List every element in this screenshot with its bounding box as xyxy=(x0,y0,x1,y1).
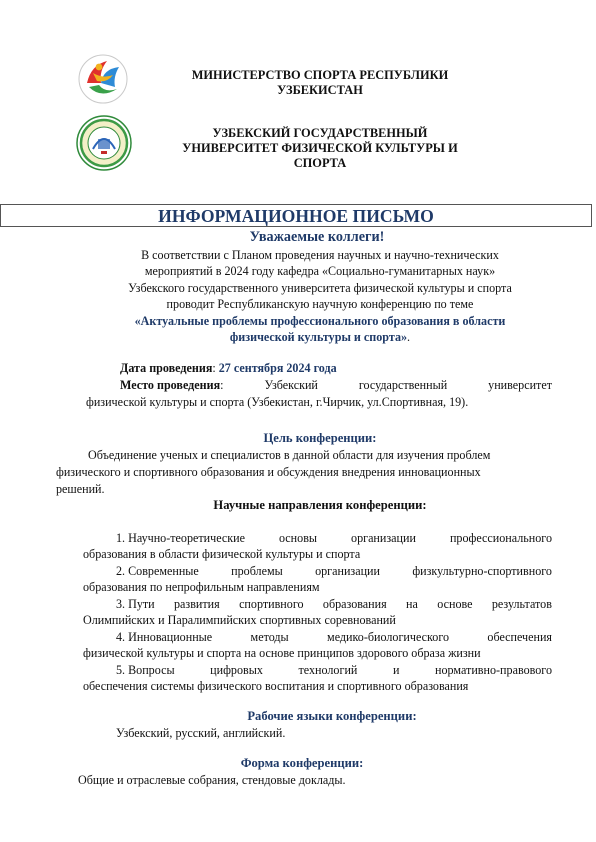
goal-line-2: физического и спортивного образования и обсуждения внедрения инновационных xyxy=(56,465,481,479)
place-line-2: физической культуры и спорта (Узбекистан, г.Чирчик, ул.Спортивная, 19). xyxy=(86,395,469,409)
direction-word: физкультурно-спортивного xyxy=(412,564,552,578)
greeting: Уважаемые коллеги! xyxy=(249,229,385,245)
direction-2-line-2: образования по непрофильным направлениям xyxy=(83,580,320,594)
date-separator: : xyxy=(212,361,219,375)
place-line-1 xyxy=(120,377,552,393)
direction-word: развития xyxy=(174,597,220,611)
directions-heading: Научные направления конференции: xyxy=(213,498,427,512)
place-label: Место проведения xyxy=(120,378,221,392)
intro-paragraph xyxy=(60,247,580,345)
direction-word: спортивного xyxy=(239,597,304,611)
languages-heading: Рабочие языки конференции: xyxy=(247,709,417,723)
topic-period: . xyxy=(407,330,411,345)
ministry-logo xyxy=(77,53,129,105)
languages-value: Узбекский, русский, английский. xyxy=(116,726,286,740)
intro-line: В соответствии с Планом проведения научных и научно-технических xyxy=(141,248,499,262)
format-value: Общие и отраслевые собрания, стендовые доклады. xyxy=(78,773,346,787)
date-line xyxy=(120,360,337,376)
university-line-3: СПОРТА xyxy=(293,156,347,170)
university-logo xyxy=(76,115,132,171)
direction-5-line-2: обеспечения системы физического воспитания и спортивного образования xyxy=(83,679,469,693)
direction-word: основы xyxy=(278,531,318,545)
direction-word: проблемы xyxy=(231,564,283,578)
place-word: Узбекский xyxy=(264,378,318,392)
goal-line-3: решений. xyxy=(56,482,105,496)
direction-word: медико-биологического xyxy=(327,630,450,644)
direction-word: и xyxy=(392,663,400,677)
intro-line: Узбекского государственного университета физической культуры и спорта xyxy=(128,280,512,295)
direction-word: 2. Современные xyxy=(116,564,199,578)
direction-4-line-1 xyxy=(116,629,552,645)
direction-word: 3. Пути xyxy=(116,597,155,611)
date-value: 27 сентября 2024 года xyxy=(218,361,337,375)
direction-3-line-1 xyxy=(116,596,552,612)
conference-topic-line-1: «Актуальные проблемы профессионального образования в области xyxy=(134,313,506,328)
direction-word: 1. Научно-теоретические xyxy=(116,531,245,545)
direction-word: методы xyxy=(250,630,289,644)
direction-2-line-1 xyxy=(116,563,552,579)
place-word: университет xyxy=(488,378,552,392)
direction-word: 4. Инновационные xyxy=(116,630,213,644)
direction-word: основе xyxy=(437,597,473,611)
direction-word: на xyxy=(406,597,418,611)
letter-title: ИНФОРМАЦИОННОЕ ПИСЬМО xyxy=(158,206,434,226)
university-name xyxy=(135,126,505,171)
format-heading: Форма конференции: xyxy=(240,756,364,770)
direction-word: цифровых xyxy=(210,663,263,677)
goal-heading: Цель конференции: xyxy=(263,431,377,445)
place-word: государственный xyxy=(358,378,448,392)
direction-word: нормативно-правового xyxy=(435,663,552,677)
direction-1-line-1 xyxy=(116,530,552,546)
date-label: Дата проведения xyxy=(120,361,213,375)
direction-1-line-2: образования в области физической культуры и спорта xyxy=(83,547,361,561)
ministry-line-2: УЗБЕКИСТАН xyxy=(277,83,363,97)
goal-line-1: Объединение ученых и специалистов в данной области для изучения проблем xyxy=(88,448,491,462)
ministry-name xyxy=(150,68,490,98)
intro-line: мероприятий в 2024 году кафедра «Социально-гуманитарных наук» xyxy=(144,264,496,279)
place-word: : xyxy=(220,378,224,392)
direction-word: обеспечения xyxy=(487,630,552,644)
direction-word: организации xyxy=(351,531,416,545)
university-line-1: УЗБЕКСКИЙ ГОСУДАРСТВЕННЫЙ xyxy=(212,126,428,140)
university-line-2: УНИВЕРСИТЕТ ФИЗИЧЕСКОЙ КУЛЬТУРЫ И xyxy=(182,141,458,155)
direction-word: результатов xyxy=(491,597,552,611)
direction-4-line-2: физической культуры и спорта на основе принципов здорового образа жизни xyxy=(83,646,481,660)
ministry-line-1: МИНИСТЕРСТВО СПОРТА РЕСПУБЛИКИ xyxy=(191,68,449,82)
intro-line: проводит Республиканскую научную конференцию по теме xyxy=(166,297,474,312)
direction-word: 5. Вопросы xyxy=(116,663,175,677)
direction-3-line-2: Олимпийских и Паралимпийских спортивных соревнований xyxy=(83,613,396,627)
direction-5-line-1 xyxy=(116,662,552,678)
direction-word: образования xyxy=(322,597,387,611)
direction-word: организации xyxy=(315,564,380,578)
direction-word: технологий xyxy=(298,663,358,677)
direction-word: профессионального xyxy=(449,531,552,545)
conference-topic-line-2: физической культуры и спорта» xyxy=(229,330,408,345)
